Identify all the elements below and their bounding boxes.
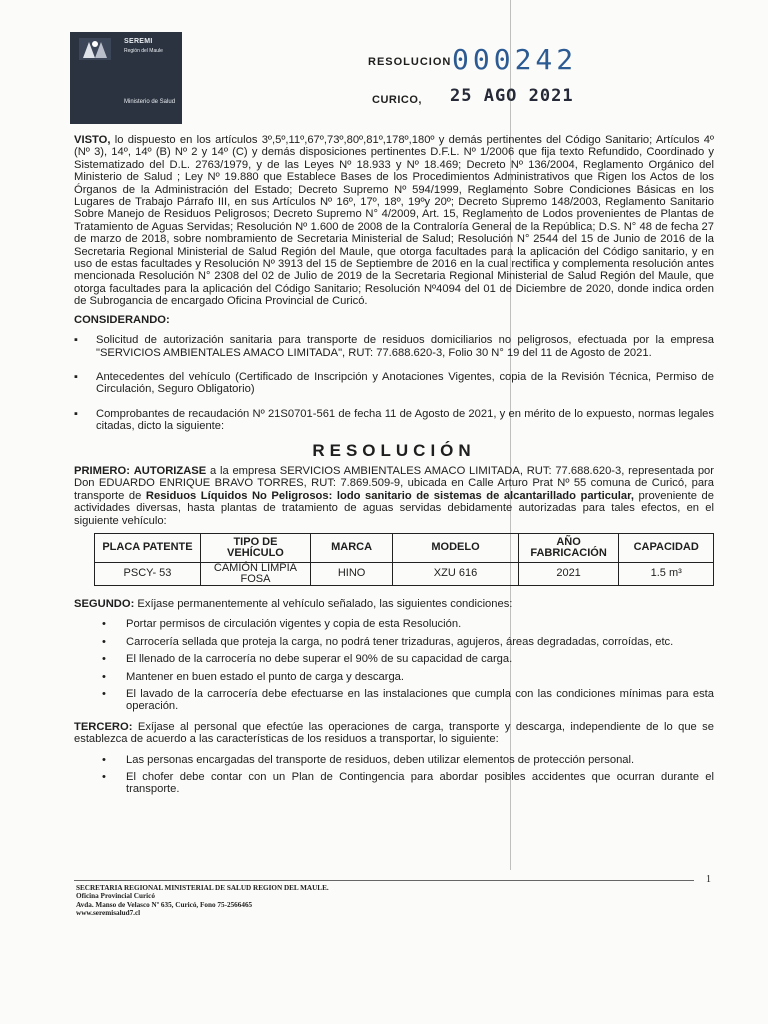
list-item: • Mantener en buen estado el punto de carga y descarga.: [74, 671, 714, 683]
list-item: • El chofer debe contar con un Plan de Contingencia para abordar posibles accidentes que ocurran durante el transporte.: [74, 771, 714, 796]
tercero-label: TERCERO:: [74, 720, 133, 733]
logo-seremi-text: SEREMI: [124, 38, 153, 45]
footer-office: SECRETARIA REGIONAL MINISTERIAL DE SALUD REGION DEL MAULE.: [76, 884, 329, 892]
table-cell: PSCY- 53: [95, 562, 201, 585]
visto-paragraph: [74, 134, 714, 308]
table-cell: CAMIÓN LIMPIA FOSA: [200, 562, 310, 585]
resolucion-heading: RESOLUCIÓN: [312, 440, 476, 460]
footer-website: www.seremisalud7.cl: [76, 909, 141, 918]
table-cell: HINO: [310, 562, 392, 585]
logo-region-text: Región del Maule: [124, 48, 163, 54]
table-header-row: [95, 533, 714, 562]
segundo-list: [74, 618, 714, 712]
page-number: 1: [706, 874, 711, 885]
tercero-paragraph: [74, 721, 714, 746]
segundo-label: SEGUNDO:: [74, 597, 135, 610]
table-header: MARCA: [310, 533, 392, 562]
table-header: AÑO FABRICACIÓN: [518, 533, 619, 562]
considerando-item: ▪ Solicitud de autorización sanitaria para transporte de residuos domiciliarios no peligrosos, efectuada por la empresa "SERVICIOS AMBIENTALES AMACO LIMITADA", RUT: 77.688.620-3, Folio 30 N° 19 del 11 de Agosto de 2021.: [74, 334, 714, 359]
footer: [76, 884, 329, 918]
coat-of-arms-icon: [77, 36, 113, 62]
segundo-text: Exíjase permanentemente al vehículo señalado, las siguientes condiciones:: [137, 597, 513, 610]
date-stamp: 25 AGO 2021: [450, 86, 574, 106]
considerando-list: [74, 334, 714, 432]
list-item: • El lavado de la carrocería debe efectuarse en las instalaciones que cumpla con las condiciones mínimas para esta operación.: [74, 688, 714, 713]
primero-text-2: proveniente de actividades diversas, hasta plantas de tratamiento de aguas servidas debidamente autorizadas para tales efectos, en el siguiente vehículo:: [74, 489, 714, 527]
primero-bold-1: AUTORIZASE: [133, 464, 207, 477]
resolucion-label: RESOLUCION: [368, 56, 452, 68]
tercero-text: Exíjase al personal que efectúe las operaciones de carga, transporte y descarga, independiente de lo que se establezca de acuerdo a las características de los residuos a transportar, lo siguiente:: [74, 720, 714, 746]
visto-text: lo dispuesto en los artículos 3º,5º,11º,67º,73º,80º,81º,178º,180º y demás pertinentes del Código Sanitario; Artículos 4º (Nº 3), 14º, 14º (B) Nº 2 y 14º (C) y demás disposiciones pertinentes D.F.L. Nº 1/2006 que fija texto Refundido, Coordinado y Sistematizado del D.L. 2763/1979, y de las Leyes Nº 18.933 y Nº 18.469; Decreto Nº 136/2004, Reglamento Orgánico del Ministerio de Salud ; Ley Nº 19.880 que Establece Bases de los Procedimientos Administrativos que Rigen los Actos de los Órganos de la Administración del Estado; Decreto Supremo Nº 594/1999, Reglamento Sobre Condiciones Básicas en los Lugares de Trabajo Párrafo III, en sus Artículos Nº 16º, 17º, 18º, 19ºy 20º; Decreto Supremo 148/2003, Reglamento Sanitario Sobre Manejo de Residuos Peligrosos; Decreto Supremo N° 4/2009, Art. 15, Reglamento de Lodos provenientes de Plantas de Tratamiento de Aguas Servidas; Resolución Nº 1.600 de 2008 de la Contraloría General de la República; D.S. N° 48 de fecha 27 de marzo de 2018, sobre nombramiento de Secretaria Ministerial de Salud; Resolución N° 2544 del 15 de Junio de 2016 de la Secretaria Regional Ministerial de Salud Región del Maule, que otorga facultades para la aplicación del Código sanitario, y en uso de estas facultades y Resolución Nº 3913 del 15 de Septiembre de 2016 en la cual rectifica y complementa resolución antes mencionada Resolución N° 2308 del 02 de Julio de 2019 de la Secretaria Regional Ministerial de Salud Región del Maule, que otorga facultades para la aplicación del Código Sanitario; Resolución Nº4094 del 01 de Diciembre de 2020, donde indica orden de Subrogancia de encargado Oficina Provincial de Curicó.: [74, 134, 714, 308]
tercero-list: [74, 754, 714, 796]
footer-provincial: Oficina Provincial Curicó: [76, 892, 155, 901]
primero-text-1: a la empresa SERVICIOS AMBIENTALES AMACO LIMITADA, RUT: 77.688.620-3, representada por Don EDUARDO ENRIQUE BRAVO TORRES, RUT: 7.869.509-9, ubicada en Calle Arturo Prat Nº 55 comuna de Curicó, para transporte de: [74, 464, 714, 502]
vehicle-table: [94, 533, 714, 586]
table-header: PLACA PATENTE: [95, 533, 201, 562]
table-header: TIPO DE VEHÍCULO: [200, 533, 310, 562]
primero-label: PRIMERO:: [74, 464, 130, 477]
footer-address: Avda. Manso de Velasco Nº 635, Curicó, Fono 75-2566465: [76, 900, 253, 909]
logo-ministerio-text: Ministerio de Salud: [124, 99, 176, 105]
considerando-item: ▪ Comprobantes de recaudación Nº 21S0701-561 de fecha 11 de Agosto de 2021, y en mérito de lo expuesto, normas legales citadas, dicto la siguiente:: [74, 408, 714, 433]
segundo-paragraph: [74, 598, 714, 610]
document-body: [74, 134, 714, 804]
table-cell: 1.5 m³: [619, 562, 714, 585]
table-cell: 2021: [518, 562, 619, 585]
ministry-logo: [70, 32, 182, 124]
table-row: [95, 562, 714, 585]
visto-label: VISTO,: [74, 134, 111, 146]
city-label: CURICO,: [372, 94, 422, 106]
list-item: • El llenado de la carrocería no debe superar el 90% de su capacidad de carga.: [74, 653, 714, 665]
table-header: CAPACIDAD: [619, 533, 714, 562]
list-item: • Carrocería sellada que proteja la carga, no podrá tener trizaduras, agujeros, áreas degradadas, corroídas, etc.: [74, 636, 714, 648]
list-item: • Portar permisos de circulación vigentes y copia de esta Resolución.: [74, 618, 714, 630]
list-item: • Las personas encargadas del transporte de residuos, deben utilizar elementos de protección personal.: [74, 754, 714, 766]
primero-bold-2: Residuos Líquidos No Peligrosos: lodo sanitario de sistemas de alcantarillado particular,: [145, 489, 634, 502]
footer-divider: [74, 880, 694, 881]
primero-paragraph: [74, 465, 714, 527]
considerando-title: CONSIDERANDO:: [74, 313, 170, 326]
resolucion-number: 000242: [452, 43, 578, 76]
table-cell: XZU 616: [393, 562, 519, 585]
table-header: MODELO: [393, 533, 519, 562]
considerando-item: ▪ Antecedentes del vehículo (Certificado de Inscripción y Anotaciones Vigentes, copia de la Revisión Técnica, Permiso de Circulación, Seguro Obligatorio): [74, 371, 714, 396]
